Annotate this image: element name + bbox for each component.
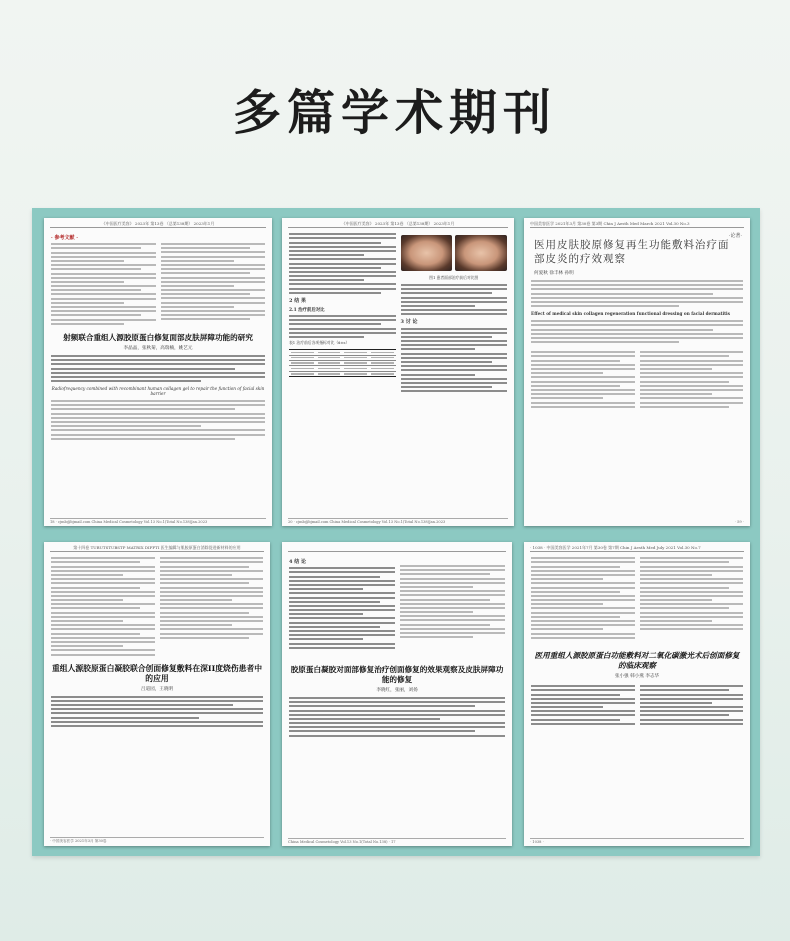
- figure-caption: 图1 患者面部治疗前后对比图: [429, 275, 479, 280]
- table-title: 表1 治疗前后各项指标对比（x̄±s）: [289, 340, 350, 346]
- running-header: 《中国医疗美容》 2023年 第13卷 （总第138期） 2023年1月: [50, 221, 266, 228]
- running-footer: China Medical Cosmetology Vol.13 No.1(Total No.138) · 17: [288, 838, 506, 844]
- patient-photo-after: [455, 235, 507, 271]
- data-table: [289, 349, 396, 377]
- abstract: [289, 697, 505, 737]
- subsection-heading: 2.1 治疗前后对比: [289, 307, 325, 313]
- journal-page-6: [524, 542, 750, 846]
- running-header: 第十四卷 TUBUTSTUBSTP MATRIX DIFFTI 医生编辑与肌胶原蛋白消除促进新材料的应用: [50, 545, 264, 552]
- journal-page-3: [524, 218, 750, 526]
- section-tag: ·论著·: [728, 233, 742, 239]
- article-authors: 李晓红，张丽，刘扬: [376, 687, 418, 693]
- journal-page-4: [44, 542, 270, 846]
- references-heading: · 参考文献 ·: [51, 235, 78, 241]
- section-heading: 2 结 果: [289, 297, 306, 304]
- section-heading: 3 讨 论: [400, 319, 418, 326]
- article-title: 射频联合重组人源胶原蛋白修复面部皮肤屏障功能的研究: [63, 332, 253, 342]
- article-title: 医用重组人源胶原蛋白功能敷料对二氧化碳激光术后创面修复的临床观察: [534, 650, 740, 670]
- section-heading: 4 结 论: [289, 559, 306, 565]
- running-footer: 18 · cjmb@bjmail.com China Medical Cosmetology Vol.13 No.1(Total No.138)Jan.2023: [50, 518, 266, 524]
- article-title: 重组人源胶原蛋白凝胶联合创面修复敷料在深II度烧伤患者中的应用: [52, 663, 263, 683]
- running-header: 中国美容医学 2021年3月 第30卷 第3期 Chin J Aesth Med March 2021 Vol.30 No.3: [530, 221, 744, 228]
- article-authors: 吕道园，王晓明: [140, 686, 174, 692]
- journal-page-1: [44, 218, 272, 526]
- abstract: [51, 696, 263, 727]
- article-authors: 李晶晶，张秋菊，高瑞楠，姚艺元: [123, 345, 193, 351]
- before-after-photos: [401, 235, 508, 271]
- running-footer: · 1038 ·: [530, 838, 744, 844]
- article-title: 医用皮肤胶原修复再生功能敷料治疗面部皮炎的疗效观察: [534, 239, 730, 265]
- running-header: [288, 545, 506, 552]
- journal-display-board: [32, 208, 760, 856]
- english-title: Effect of medical skin collagen regeneration functional dressing on facial dermatitis: [531, 311, 730, 317]
- journal-page-2: [282, 218, 514, 526]
- english-title: Radiofrequency combined with recombinant human collagen gel to repair the function of facial skin barrier: [51, 386, 265, 397]
- running-footer: · 中国美容医学 2021年3月 第30卷: [50, 837, 264, 844]
- running-footer: 20 · cjmb@bjmail.com China Medical Cosmetology Vol.13 No.1(Total No.138)Jan.2023: [288, 518, 508, 524]
- patient-photo-before: [401, 235, 453, 271]
- abstract: [531, 280, 743, 343]
- page-headline: 多篇学术期刊: [232, 85, 557, 141]
- running-header: · 1038 · 中国美容医学 2021年7月 第30卷 第7期 Chin J Aesth Med July 2021 Vol.30 No.7: [530, 545, 744, 552]
- abstract: [51, 355, 265, 440]
- running-footer: · 59 ·: [734, 520, 744, 524]
- article-title: 胶原蛋白凝胶对面部修复治疗创面修复的效果观察及皮肤屏障功能的修复: [290, 664, 504, 684]
- article-authors: 张小强 韩小燕 李志华: [614, 673, 660, 679]
- article-authors: 何爱秋 徐丰林 孙明: [534, 271, 574, 276]
- journal-page-5: [282, 542, 512, 846]
- running-header: 《中国医疗美容》 2023年 第13卷 （总第138期） 2023年1月: [288, 221, 508, 228]
